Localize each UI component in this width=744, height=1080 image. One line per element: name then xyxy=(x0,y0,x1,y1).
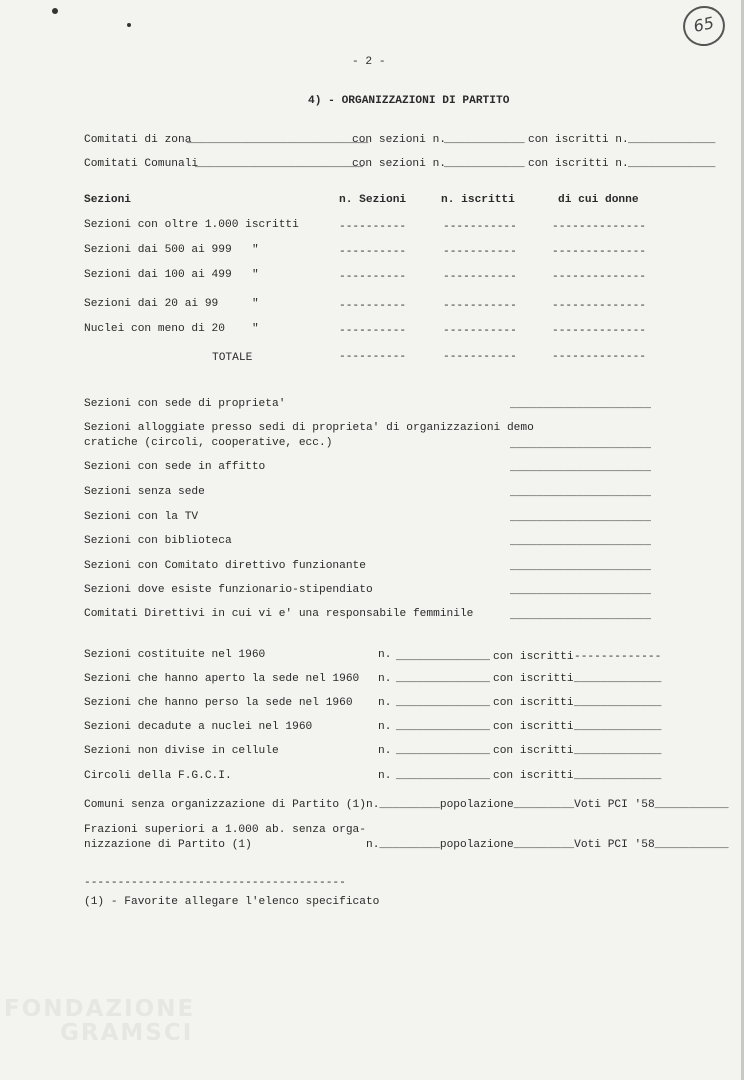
stats-row-n-fill[interactable]: ______________ xyxy=(396,770,490,782)
stats-row-n-label: n. xyxy=(378,673,392,685)
stats-row-n-label: n. xyxy=(378,721,392,733)
frazioni-fill[interactable]: n._________popolazione_________Voti PCI '58___________ xyxy=(366,839,729,851)
comitati-zona-iscritti-label: con iscritti n. xyxy=(528,134,629,146)
separator-line: --------------------------------------- xyxy=(84,877,346,889)
table-row-donne-fill[interactable]: -------------- xyxy=(552,325,646,337)
totale-donne-fill[interactable]: -------------- xyxy=(552,351,646,363)
table-row-sezioni-fill[interactable]: ---------- xyxy=(339,325,407,337)
table-row-iscritti-fill[interactable]: ----------- xyxy=(443,246,517,258)
comitati-comunali-fill[interactable]: _________________________ xyxy=(195,158,363,170)
comuni-label: Comuni senza organizzazione di Partito (1) xyxy=(84,799,366,811)
stats-row-n-fill[interactable]: ______________ xyxy=(396,651,490,663)
comuni-fill[interactable]: n._________popolazione_________Voti PCI '58___________ xyxy=(366,799,729,811)
property-item: Sezioni con biblioteca xyxy=(84,535,232,547)
table-row-ditto: " xyxy=(252,323,259,335)
header-sezioni: Sezioni xyxy=(84,194,131,206)
property-blank[interactable]: _____________________ xyxy=(510,610,651,622)
table-row-iscritti-fill[interactable]: ----------- xyxy=(443,300,517,312)
stats-row-iscritti-label: con iscritti xyxy=(493,721,574,733)
table-row-label: Nuclei con meno di 20 xyxy=(84,323,225,335)
stats-row-n-fill[interactable]: ______________ xyxy=(396,745,490,757)
watermark-line2: GRAMSCI xyxy=(60,1020,194,1046)
header-donne: di cui donne xyxy=(558,194,639,206)
stats-row-n-label: n. xyxy=(378,697,392,709)
comitati-comunali-label: Comitati Comunali xyxy=(84,158,199,170)
table-row-iscritti-fill[interactable]: ----------- xyxy=(443,221,517,233)
table-row-ditto: " xyxy=(252,298,259,310)
watermark-line1: FONDAZIONE xyxy=(4,996,196,1022)
frazioni-label-continuation: nizzazione di Partito (1) xyxy=(84,839,252,851)
property-item: Sezioni con Comitato direttivo funzionante xyxy=(84,560,366,572)
stats-row-iscritti-label: con iscritti xyxy=(493,673,574,685)
table-row-donne-fill[interactable]: -------------- xyxy=(552,221,646,233)
table-row-ditto: " xyxy=(252,244,259,256)
frazioni-label: Frazioni superiori a 1.000 ab. senza orga- xyxy=(84,824,366,836)
stats-row-label: Circoli della F.G.C.I. xyxy=(84,770,232,782)
stats-row-label: Sezioni costituite nel 1960 xyxy=(84,649,266,661)
table-row-iscritti-fill[interactable]: ----------- xyxy=(443,325,517,337)
stats-row-n-label: n. xyxy=(378,649,392,661)
stats-row-n-fill[interactable]: ______________ xyxy=(396,697,490,709)
property-item: Sezioni alloggiate presso sedi di proprieta' di organizzazioni demo xyxy=(84,422,534,434)
comitati-zona-sezioni-fill[interactable]: ____________ xyxy=(444,134,525,146)
property-item-continuation: cratiche (circoli, cooperative, ecc.) xyxy=(84,437,333,449)
stats-row-n-fill[interactable]: ______________ xyxy=(396,721,490,733)
table-row-label: Sezioni dai 20 ai 99 xyxy=(84,298,219,310)
table-row-sezioni-fill[interactable]: ---------- xyxy=(339,221,407,233)
table-row-sezioni-fill[interactable]: ---------- xyxy=(339,271,407,283)
header-n-sezioni: n. Sezioni xyxy=(339,194,407,206)
archive-stamp: 65 xyxy=(679,2,728,50)
table-row-donne-fill[interactable]: -------------- xyxy=(552,271,646,283)
header-n-iscritti: n. iscritti xyxy=(441,194,515,206)
comitati-zona-label: Comitati di zona xyxy=(84,134,192,146)
comitati-comunali-sezioni-label: con sezioni n. xyxy=(352,158,446,170)
table-row-label: Sezioni con oltre 1.000 iscritti xyxy=(84,219,299,231)
stats-row-label: Sezioni che hanno perso la sede nel 1960 xyxy=(84,697,353,709)
property-blank[interactable]: _____________________ xyxy=(510,512,651,524)
stats-row-label: Sezioni non divise in cellule xyxy=(84,745,279,757)
property-item: Sezioni con sede di proprieta' xyxy=(84,398,286,410)
property-blank[interactable]: _____________________ xyxy=(510,439,651,451)
table-row-ditto: " xyxy=(252,269,259,281)
stats-row-iscritti-label: con iscritti xyxy=(493,770,574,782)
ink-mark xyxy=(127,23,131,27)
property-item: Comitati Direttivi in cui vi e' una responsabile femminile xyxy=(84,608,474,620)
property-item: Sezioni con sede in affitto xyxy=(84,461,266,473)
section-title: 4) - ORGANIZZAZIONI DI PARTITO xyxy=(308,95,510,107)
comitati-zona-sezioni-label: con sezioni n. xyxy=(352,134,446,146)
stats-row-iscritti-fill[interactable]: _____________ xyxy=(574,745,662,757)
stats-row-n-label: n. xyxy=(378,745,392,757)
stats-row-iscritti-label: con iscritti xyxy=(493,651,574,663)
stats-row-iscritti-fill[interactable]: _____________ xyxy=(574,697,662,709)
stats-row-label: Sezioni decadute a nuclei nel 1960 xyxy=(84,721,313,733)
property-blank[interactable]: _____________________ xyxy=(510,462,651,474)
stats-row-iscritti-fill[interactable]: _____________ xyxy=(574,770,662,782)
comitati-comunali-sezioni-fill[interactable]: ____________ xyxy=(444,158,525,170)
table-row-iscritti-fill[interactable]: ----------- xyxy=(443,271,517,283)
ink-mark xyxy=(52,8,58,14)
table-row-sezioni-fill[interactable]: ---------- xyxy=(339,246,407,258)
table-row-donne-fill[interactable]: -------------- xyxy=(552,300,646,312)
stats-row-label: Sezioni che hanno aperto la sede nel 1960 xyxy=(84,673,360,685)
page-number: - 2 - xyxy=(352,56,386,68)
comitati-comunali-iscritti-fill[interactable]: _____________ xyxy=(628,158,716,170)
totale-sezioni-fill[interactable]: ---------- xyxy=(339,351,407,363)
comitati-comunali-iscritti-label: con iscritti n. xyxy=(528,158,629,170)
comitati-zona-iscritti-fill[interactable]: _____________ xyxy=(628,134,716,146)
stats-row-n-fill[interactable]: ______________ xyxy=(396,673,490,685)
table-row-label: Sezioni dai 100 ai 499 xyxy=(84,269,232,281)
property-item: Sezioni dove esiste funzionario-stipendiato xyxy=(84,584,373,596)
stats-row-iscritti-fill[interactable]: ------------- xyxy=(574,651,662,663)
stats-row-iscritti-label: con iscritti xyxy=(493,745,574,757)
property-item: Sezioni senza sede xyxy=(84,486,205,498)
stats-row-n-label: n. xyxy=(378,770,392,782)
table-row-donne-fill[interactable]: -------------- xyxy=(552,246,646,258)
property-item: Sezioni con la TV xyxy=(84,511,199,523)
property-blank[interactable]: _____________________ xyxy=(510,399,651,411)
stats-row-iscritti-fill[interactable]: _____________ xyxy=(574,721,662,733)
table-row-sezioni-fill[interactable]: ---------- xyxy=(339,300,407,312)
stats-row-iscritti-label: con iscritti xyxy=(493,697,574,709)
comitati-zona-fill[interactable]: ___________________________ xyxy=(187,134,369,146)
stats-row-iscritti-fill[interactable]: _____________ xyxy=(574,673,662,685)
totale-label: TOTALE xyxy=(212,352,253,364)
property-blank[interactable]: _____________________ xyxy=(510,561,651,573)
property-blank[interactable]: _____________________ xyxy=(510,536,651,548)
totale-iscritti-fill[interactable]: ----------- xyxy=(443,351,517,363)
property-blank[interactable]: _____________________ xyxy=(510,585,651,597)
footnote: (1) - Favorite allegare l'elenco specificato xyxy=(84,896,380,908)
table-row-label: Sezioni dai 500 ai 999 xyxy=(84,244,232,256)
property-blank[interactable]: _____________________ xyxy=(510,487,651,499)
